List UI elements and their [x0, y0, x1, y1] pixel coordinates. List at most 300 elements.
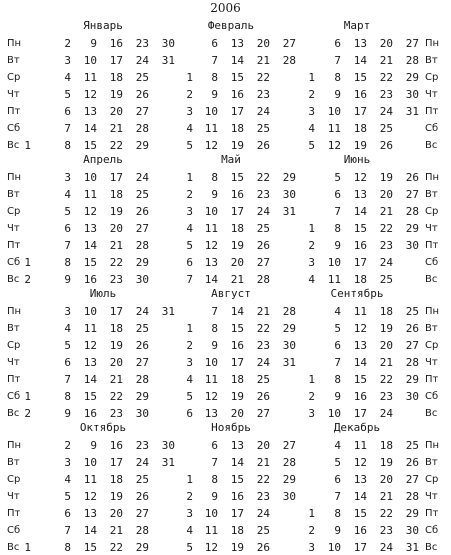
day-cell: 30	[161, 439, 175, 452]
weekday-label-left: Пн	[7, 172, 22, 183]
day-cell: 14	[230, 305, 244, 318]
weekday-label-right: Сб	[425, 391, 439, 402]
day-cell: 5	[64, 490, 71, 503]
day-cell: 21	[109, 373, 123, 386]
day-cell: 14	[353, 205, 367, 218]
day-cell: 9	[334, 88, 341, 101]
weekday-label-right: Сб	[425, 525, 439, 536]
day-cell: 1	[24, 541, 31, 554]
day-cell: 8	[211, 322, 218, 335]
day-cell: 24	[256, 507, 270, 520]
day-cell: 3	[64, 305, 71, 318]
weekday-label-left: Пт	[7, 240, 21, 251]
day-cell: 20	[256, 439, 270, 452]
day-cell: 20	[109, 507, 123, 520]
weekday-label-left: Чт	[7, 89, 20, 100]
day-cell: 29	[135, 256, 149, 269]
weekday-label-left: Чт	[7, 223, 20, 234]
day-cell: 18	[230, 524, 244, 537]
day-cell: 25	[379, 122, 393, 135]
day-cell: 10	[327, 541, 341, 554]
day-cell: 16	[230, 88, 244, 101]
day-cell: 5	[186, 139, 193, 152]
day-cell: 22	[256, 473, 270, 486]
day-cell: 15	[230, 71, 244, 84]
day-cell: 24	[135, 171, 149, 184]
day-cell: 29	[405, 71, 419, 84]
day-cell: 14	[204, 273, 218, 286]
day-cell: 5	[186, 541, 193, 554]
day-cell: 8	[64, 139, 71, 152]
day-cell: 13	[83, 105, 97, 118]
weekday-label-right: Чт	[425, 223, 438, 234]
day-cell: 27	[256, 256, 270, 269]
day-cell: 16	[230, 490, 244, 503]
day-cell: 13	[230, 439, 244, 452]
day-cell: 4	[308, 122, 315, 135]
day-cell: 25	[256, 222, 270, 235]
day-cell: 10	[204, 507, 218, 520]
day-cell: 26	[256, 239, 270, 252]
day-cell: 5	[64, 205, 71, 218]
day-cell: 29	[135, 541, 149, 554]
day-cell: 18	[353, 122, 367, 135]
day-cell: 12	[204, 390, 218, 403]
day-cell: 25	[135, 473, 149, 486]
day-cell: 29	[135, 390, 149, 403]
day-cell: 22	[256, 171, 270, 184]
day-cell: 4	[186, 524, 193, 537]
day-cell: 4	[64, 322, 71, 335]
day-cell: 9	[334, 239, 341, 252]
day-cell: 20	[256, 37, 270, 50]
day-cell: 27	[282, 439, 296, 452]
day-cell: 4	[334, 439, 341, 452]
day-cell: 20	[379, 473, 393, 486]
day-cell: 17	[230, 205, 244, 218]
day-cell: 29	[405, 222, 419, 235]
day-cell: 19	[379, 171, 393, 184]
day-cell: 21	[379, 490, 393, 503]
day-cell: 26	[135, 88, 149, 101]
day-cell: 6	[64, 356, 71, 369]
day-cell: 15	[83, 256, 97, 269]
day-cell: 7	[186, 273, 193, 286]
day-cell: 10	[327, 256, 341, 269]
weekday-label-right: Пт	[425, 106, 439, 117]
day-cell: 29	[135, 139, 149, 152]
day-cell: 23	[256, 188, 270, 201]
day-cell: 24	[379, 407, 393, 420]
day-cell: 29	[405, 507, 419, 520]
day-cell: 24	[256, 105, 270, 118]
day-cell: 7	[64, 524, 71, 537]
day-cell: 6	[64, 105, 71, 118]
day-cell: 26	[379, 139, 393, 152]
day-cell: 16	[83, 273, 97, 286]
day-cell: 6	[211, 439, 218, 452]
day-cell: 15	[230, 322, 244, 335]
day-cell: 28	[282, 54, 296, 67]
day-cell: 8	[64, 541, 71, 554]
day-cell: 13	[230, 37, 244, 50]
day-cell: 13	[204, 407, 218, 420]
day-cell: 10	[204, 356, 218, 369]
day-cell: 14	[353, 490, 367, 503]
weekday-label-right: Ср	[425, 340, 439, 351]
weekday-label-right: Вс	[425, 274, 438, 285]
day-cell: 18	[379, 439, 393, 452]
day-cell: 12	[204, 239, 218, 252]
day-cell: 3	[308, 105, 315, 118]
day-cell: 13	[353, 37, 367, 50]
day-cell: 20	[230, 407, 244, 420]
weekday-label-right: Пн	[425, 172, 440, 183]
day-cell: 17	[353, 105, 367, 118]
day-cell: 20	[379, 37, 393, 50]
day-cell: 12	[83, 88, 97, 101]
day-cell: 17	[230, 105, 244, 118]
day-cell: 17	[230, 507, 244, 520]
day-cell: 19	[353, 139, 367, 152]
day-cell: 3	[308, 541, 315, 554]
day-cell: 14	[230, 54, 244, 67]
day-cell: 11	[204, 222, 218, 235]
day-cell: 16	[109, 37, 123, 50]
day-cell: 20	[379, 188, 393, 201]
day-cell: 20	[230, 256, 244, 269]
day-cell: 1	[186, 171, 193, 184]
day-cell: 28	[282, 305, 296, 318]
day-cell: 4	[64, 71, 71, 84]
weekday-label-left: Сб	[7, 123, 21, 134]
day-cell: 8	[334, 373, 341, 386]
day-cell: 24	[135, 54, 149, 67]
day-cell: 18	[353, 273, 367, 286]
day-cell: 16	[353, 88, 367, 101]
day-cell: 6	[334, 37, 341, 50]
weekday-label-left: Чт	[7, 357, 20, 368]
day-cell: 28	[256, 273, 270, 286]
day-cell: 26	[405, 456, 419, 469]
day-cell: 1	[308, 71, 315, 84]
day-cell: 12	[83, 339, 97, 352]
weekday-label-right: Чт	[425, 89, 438, 100]
day-cell: 18	[230, 222, 244, 235]
day-cell: 23	[379, 239, 393, 252]
day-cell: 22	[256, 71, 270, 84]
day-cell: 15	[353, 507, 367, 520]
day-cell: 27	[405, 188, 419, 201]
day-cell: 27	[135, 356, 149, 369]
month-title: Февраль	[207, 19, 255, 32]
day-cell: 6	[334, 473, 341, 486]
weekday-label-left: Вт	[7, 55, 20, 66]
day-cell: 24	[379, 105, 393, 118]
weekday-label-left: Ср	[7, 474, 21, 485]
weekday-label-right: Пн	[425, 306, 440, 317]
weekday-label-left: Вт	[7, 457, 20, 468]
day-cell: 13	[353, 188, 367, 201]
day-cell: 10	[204, 105, 218, 118]
day-cell: 9	[211, 339, 218, 352]
day-cell: 13	[353, 473, 367, 486]
day-cell: 11	[327, 122, 341, 135]
weekday-label-left: Сб	[7, 391, 21, 402]
day-cell: 16	[353, 239, 367, 252]
day-cell: 7	[334, 356, 341, 369]
day-cell: 8	[334, 222, 341, 235]
weekday-label-left: Вс	[7, 408, 20, 419]
day-cell: 13	[83, 222, 97, 235]
day-cell: 7	[211, 456, 218, 469]
day-cell: 30	[161, 37, 175, 50]
day-cell: 6	[334, 339, 341, 352]
day-cell: 2	[186, 88, 193, 101]
day-cell: 23	[135, 37, 149, 50]
day-cell: 29	[405, 373, 419, 386]
day-cell: 25	[135, 188, 149, 201]
day-cell: 28	[405, 205, 419, 218]
day-cell: 2	[64, 37, 71, 50]
day-cell: 5	[186, 239, 193, 252]
day-cell: 23	[256, 88, 270, 101]
day-cell: 4	[186, 373, 193, 386]
weekday-label-right: Вт	[425, 457, 438, 468]
day-cell: 24	[135, 456, 149, 469]
weekday-label-right: Пт	[425, 240, 439, 251]
day-cell: 19	[109, 88, 123, 101]
day-cell: 6	[64, 222, 71, 235]
weekday-label-left: Сб	[7, 257, 21, 268]
month-title: Декабрь	[333, 421, 381, 434]
weekday-label-left: Чт	[7, 491, 20, 502]
day-cell: 30	[405, 88, 419, 101]
weekday-label-left: Пт	[7, 106, 21, 117]
month-title: Март	[343, 19, 371, 32]
day-cell: 5	[334, 456, 341, 469]
weekday-label-left: Сб	[7, 525, 21, 536]
day-cell: 5	[308, 139, 315, 152]
day-cell: 19	[379, 456, 393, 469]
day-cell: 5	[64, 339, 71, 352]
weekday-label-right: Вт	[425, 55, 438, 66]
day-cell: 25	[379, 273, 393, 286]
day-cell: 26	[256, 139, 270, 152]
weekday-label-right: Ср	[425, 72, 439, 83]
day-cell: 9	[334, 390, 341, 403]
day-cell: 3	[308, 407, 315, 420]
day-cell: 15	[83, 390, 97, 403]
day-cell: 26	[135, 339, 149, 352]
day-cell: 7	[334, 490, 341, 503]
day-cell: 1	[24, 139, 31, 152]
day-cell: 1	[24, 256, 31, 269]
day-cell: 12	[204, 139, 218, 152]
day-cell: 10	[83, 54, 97, 67]
weekday-label-right: Чт	[425, 491, 438, 502]
day-cell: 3	[186, 507, 193, 520]
weekday-label-left: Ср	[7, 72, 21, 83]
day-cell: 20	[109, 105, 123, 118]
day-cell: 1	[308, 373, 315, 386]
day-cell: 23	[379, 390, 393, 403]
weekday-label-right: Вс	[425, 140, 438, 151]
day-cell: 4	[308, 273, 315, 286]
weekday-label-right: Ср	[425, 206, 439, 217]
day-cell: 4	[334, 305, 341, 318]
day-cell: 23	[256, 490, 270, 503]
day-cell: 19	[379, 322, 393, 335]
day-cell: 28	[135, 239, 149, 252]
day-cell: 18	[109, 71, 123, 84]
weekday-label-left: Пт	[7, 508, 21, 519]
day-cell: 28	[405, 356, 419, 369]
day-cell: 30	[405, 239, 419, 252]
day-cell: 20	[379, 339, 393, 352]
weekday-label-right: Вт	[425, 189, 438, 200]
day-cell: 25	[256, 373, 270, 386]
day-cell: 31	[161, 456, 175, 469]
day-cell: 12	[204, 541, 218, 554]
day-cell: 9	[211, 188, 218, 201]
day-cell: 18	[230, 373, 244, 386]
day-cell: 7	[211, 54, 218, 67]
day-cell: 3	[308, 256, 315, 269]
day-cell: 21	[109, 122, 123, 135]
day-cell: 13	[353, 339, 367, 352]
day-cell: 13	[83, 356, 97, 369]
day-cell: 28	[405, 54, 419, 67]
day-cell: 23	[109, 273, 123, 286]
day-cell: 8	[211, 473, 218, 486]
day-cell: 24	[135, 305, 149, 318]
day-cell: 8	[64, 390, 71, 403]
day-cell: 12	[353, 171, 367, 184]
day-cell: 10	[83, 456, 97, 469]
day-cell: 15	[83, 541, 97, 554]
day-cell: 27	[135, 105, 149, 118]
weekday-label-right: Пт	[425, 374, 439, 385]
day-cell: 6	[186, 407, 193, 420]
day-cell: 9	[334, 524, 341, 537]
day-cell: 16	[353, 390, 367, 403]
day-cell: 24	[256, 356, 270, 369]
weekday-label-left: Вт	[7, 189, 20, 200]
day-cell: 2	[24, 407, 31, 420]
day-cell: 7	[64, 122, 71, 135]
day-cell: 30	[282, 339, 296, 352]
day-cell: 10	[327, 407, 341, 420]
day-cell: 15	[353, 71, 367, 84]
month-title: Ноябрь	[211, 421, 251, 434]
day-cell: 19	[230, 390, 244, 403]
day-cell: 27	[405, 37, 419, 50]
day-cell: 2	[24, 273, 31, 286]
day-cell: 22	[109, 541, 123, 554]
day-cell: 11	[83, 188, 97, 201]
day-cell: 10	[83, 171, 97, 184]
month-title: Июль	[89, 287, 117, 300]
day-cell: 2	[308, 524, 315, 537]
day-cell: 22	[379, 222, 393, 235]
weekday-label-right: Чт	[425, 357, 438, 368]
day-cell: 1	[186, 473, 193, 486]
day-cell: 27	[135, 507, 149, 520]
month-title: Июнь	[343, 153, 371, 166]
day-cell: 11	[353, 439, 367, 452]
day-cell: 28	[135, 373, 149, 386]
day-cell: 18	[109, 473, 123, 486]
weekday-label-right: Вс	[425, 542, 438, 553]
day-cell: 8	[211, 171, 218, 184]
day-cell: 22	[109, 139, 123, 152]
day-cell: 17	[109, 305, 123, 318]
day-cell: 25	[405, 439, 419, 452]
day-cell: 3	[186, 356, 193, 369]
weekday-label-right: Сб	[425, 123, 439, 134]
day-cell: 19	[109, 205, 123, 218]
day-cell: 12	[353, 456, 367, 469]
day-cell: 17	[230, 356, 244, 369]
weekday-label-left: Ср	[7, 340, 21, 351]
day-cell: 4	[64, 188, 71, 201]
day-cell: 14	[230, 456, 244, 469]
day-cell: 30	[135, 407, 149, 420]
day-cell: 5	[186, 390, 193, 403]
day-cell: 8	[64, 256, 71, 269]
day-cell: 6	[186, 256, 193, 269]
day-cell: 19	[230, 541, 244, 554]
month-title: Январь	[83, 19, 123, 32]
day-cell: 22	[109, 390, 123, 403]
day-cell: 14	[353, 54, 367, 67]
day-cell: 3	[186, 205, 193, 218]
day-cell: 30	[282, 188, 296, 201]
day-cell: 21	[379, 356, 393, 369]
weekday-label-left: Ср	[7, 206, 21, 217]
day-cell: 7	[64, 373, 71, 386]
day-cell: 11	[83, 473, 97, 486]
day-cell: 12	[83, 490, 97, 503]
day-cell: 30	[405, 524, 419, 537]
day-cell: 19	[230, 139, 244, 152]
day-cell: 21	[256, 456, 270, 469]
day-cell: 3	[64, 456, 71, 469]
day-cell: 12	[327, 139, 341, 152]
day-cell: 10	[83, 305, 97, 318]
day-cell: 3	[186, 105, 193, 118]
day-cell: 3	[64, 54, 71, 67]
day-cell: 30	[282, 490, 296, 503]
day-cell: 5	[334, 322, 341, 335]
day-cell: 30	[135, 273, 149, 286]
day-cell: 5	[64, 88, 71, 101]
day-cell: 27	[405, 473, 419, 486]
day-cell: 25	[135, 322, 149, 335]
weekday-label-left: Пн	[7, 440, 22, 451]
day-cell: 15	[353, 373, 367, 386]
day-cell: 19	[230, 239, 244, 252]
weekday-label-left: Пн	[7, 38, 22, 49]
day-cell: 25	[405, 305, 419, 318]
weekday-label-left: Вт	[7, 323, 20, 334]
day-cell: 17	[109, 54, 123, 67]
day-cell: 28	[135, 122, 149, 135]
day-cell: 14	[83, 373, 97, 386]
day-cell: 24	[379, 256, 393, 269]
day-cell: 28	[135, 524, 149, 537]
